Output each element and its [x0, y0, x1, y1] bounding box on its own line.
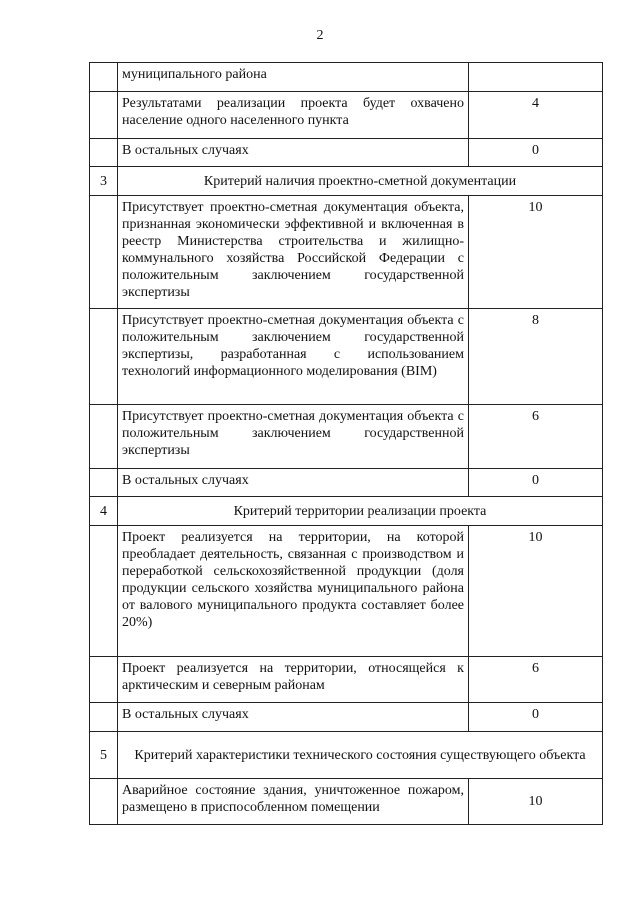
- table-row: [90, 139, 603, 167]
- table-row: [90, 703, 603, 732]
- criterion-header-row: [90, 732, 603, 779]
- score-cell: 0: [469, 703, 603, 732]
- criterion-text: Проект реализуется на территории, на которой преобладает деятельность, связанная с производством и переработкой сельскохозяйственной продукции (доля продукции сельского хозяйства муниципального района от валового муниципального продукта составляет более 20%): [118, 526, 469, 657]
- score-cell: 4: [469, 92, 603, 139]
- criterion-text: Присутствует проектно-сметная документация объекта с положительным заключением государственной экспертизы, разработанная с использованием технологий информационного моделирования (BIM): [118, 309, 469, 405]
- criterion-title: Критерий характеристики технического состояния существующего объекта: [118, 732, 603, 779]
- criterion-text: Проект реализуется на территории, относящейся к арктическим и северным районам: [118, 657, 469, 703]
- table-row: [90, 779, 603, 825]
- row-number: [90, 469, 118, 497]
- criterion-text: Аварийное состояние здания, уничтоженное пожаром, размещено в приспособленном помещении: [118, 779, 469, 825]
- table-row: [90, 196, 603, 309]
- criterion-text: Присутствует проектно-сметная документация объекта с положительным заключением государственной экспертизы: [118, 405, 469, 469]
- page-number: 2: [316, 28, 324, 43]
- table-row: [90, 469, 603, 497]
- row-number: [90, 309, 118, 405]
- score-cell: 10: [469, 196, 603, 309]
- score-cell: 0: [469, 469, 603, 497]
- criterion-text: В остальных случаях: [118, 469, 469, 497]
- row-number: [90, 405, 118, 469]
- table-row: [90, 63, 603, 92]
- table-row: [90, 657, 603, 703]
- criterion-text: муниципального района: [118, 63, 469, 92]
- row-number: [90, 139, 118, 167]
- table-row: [90, 526, 603, 657]
- table-row: [90, 405, 603, 469]
- criteria-table: [89, 62, 603, 825]
- row-number: [90, 92, 118, 139]
- score-cell: [469, 63, 603, 92]
- criterion-title: Критерий территории реализации проекта: [118, 497, 603, 526]
- row-number: [90, 779, 118, 825]
- row-number: [90, 526, 118, 657]
- criterion-text: В остальных случаях: [118, 139, 469, 167]
- table-row: [90, 309, 603, 405]
- criterion-text: В остальных случаях: [118, 703, 469, 732]
- row-number: [90, 196, 118, 309]
- row-number: [90, 63, 118, 92]
- criterion-text: Результатами реализации проекта будет охвачено население одного населенного пункта: [118, 92, 469, 139]
- score-cell: 6: [469, 405, 603, 469]
- score-cell: 8: [469, 309, 603, 405]
- score-cell: 6: [469, 657, 603, 703]
- criterion-header-row: [90, 497, 603, 526]
- row-number: [90, 703, 118, 732]
- criterion-number: 3: [90, 167, 118, 196]
- criterion-number: 5: [90, 732, 118, 779]
- table-row: [90, 92, 603, 139]
- score-cell: 10: [469, 526, 603, 657]
- criterion-text: Присутствует проектно-сметная документация объекта, признанная экономически эффективной и включенная в реестр Министерства строительства и жилищно-коммунального хозяйства Российской Федерации с положительным заключением государственной экспертизы: [118, 196, 469, 309]
- criterion-number: 4: [90, 497, 118, 526]
- row-number: [90, 657, 118, 703]
- score-cell: 0: [469, 139, 603, 167]
- criterion-header-row: [90, 167, 603, 196]
- criterion-title: Критерий наличия проектно-сметной документации: [118, 167, 603, 196]
- score-cell: 10: [469, 779, 603, 825]
